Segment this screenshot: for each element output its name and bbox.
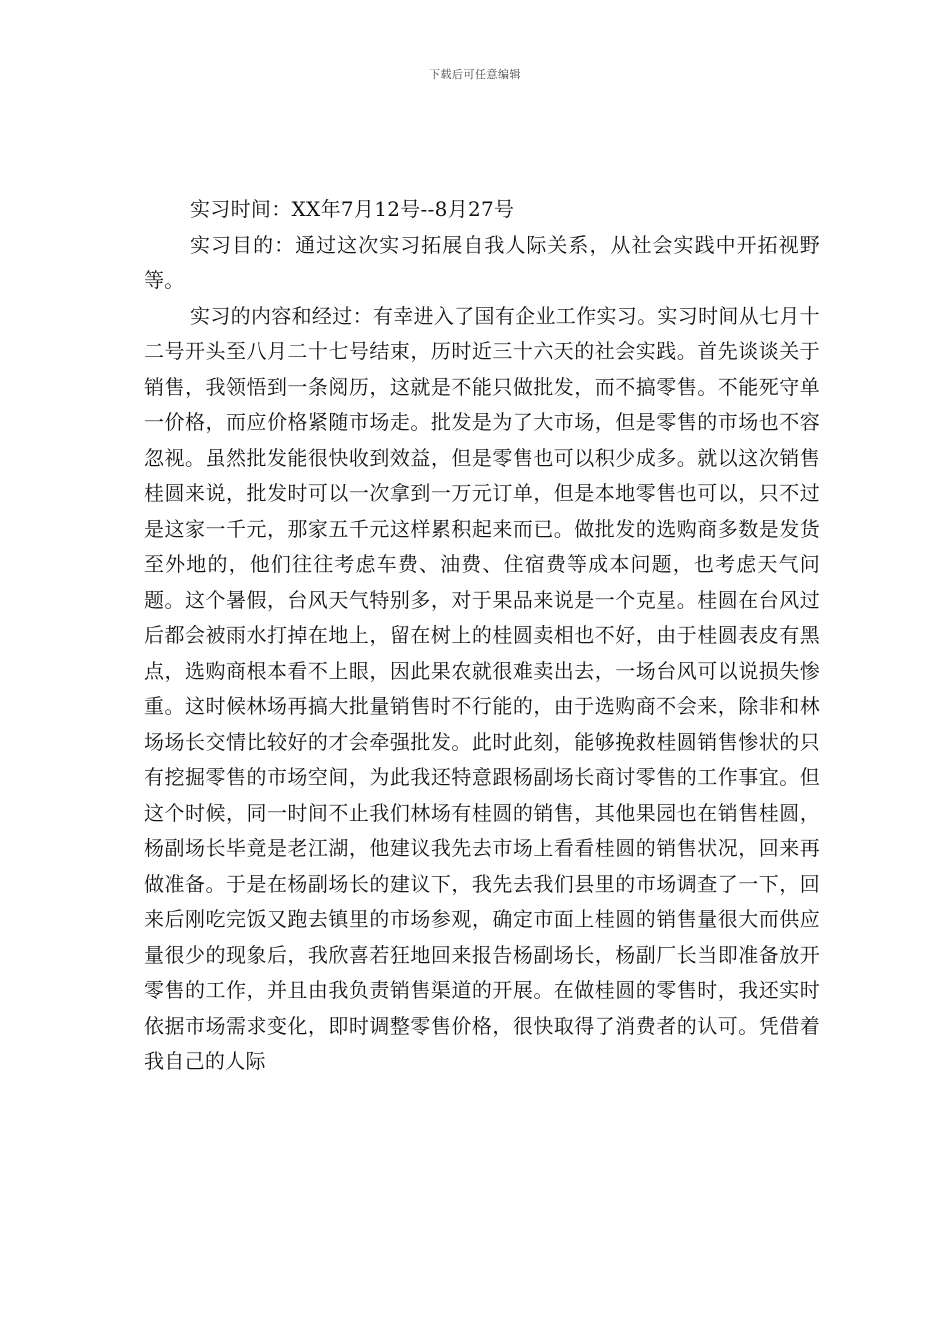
document-body [144, 192, 820, 1080]
paragraph-internship-time: 实习时间：XX年7月12号--8月27号 [190, 197, 515, 221]
paragraph-internship-purpose: 实习目的：通过这次实习拓展自我人际关系，从社会实践中开拓视野等。 [144, 232, 820, 292]
paragraph-internship-content: 实习的内容和经过：有幸进入了国有企业工作实习。实习时间从七月十二号开头至八月二十七号结束，历时近三十六天的社会实践。首先谈谈关于销售，我领悟到一条阅历，这就是不能只做批发，而不搞零售。不能死守单一价格，而应价格紧随市场走。批发是为了大市场，但是零售的市场也不容忽视。虽然批发能很快收到效益，但是零售也可以积少成多。就以这次销售桂圆来说，批发时可以一次拿到一万元订单，但是本地零售也可以，只不过是这家一千元，那家五千元这样累积起来而已。做批发的选购商多数是发货至外地的，他们往往考虑车费、油费、住宿费等成本问题，也考虑天气问题。这个暑假，台风天气特别多，对于果品来说是一个克星。桂圆在台风过后都会被雨水打掉在地上，留在树上的桂圆卖相也不好，由于桂圆表皮有黑点，选购商根本看不上眼，因此果农就很难卖出去，一场台风可以说损失惨重。这时候林场再搞大批量销售时不行能的，由于选购商不会来，除非和林场场长交情比较好的才会牵强批发。此时此刻，能够挽救桂圆销售惨状的只有挖掘零售的市场空间，为此我还特意跟杨副场长商讨零售的工作事宜。但这个时候，同一时间不止我们林场有桂圆的销售，其他果园也在销售桂圆，杨副场长毕竟是老江湖，他建议我先去市场上看看桂圆的销售状况，回来再做准备。于是在杨副场长的建议下，我先去我们县里的市场调查了一下，回来后刚吃完饭又跑去镇里的市场参观，确定市面上桂圆的销售量很大而供应量很少的现象后，我欣喜若狂地回来报告杨副场长，杨副厂长当即准备放开零售的工作，并且由我负责销售渠道的开展。在做桂圆的零售时，我还实时依据市场需求变化，即时调整零售价格，很快取得了消费者的认可。凭借着我自己的人际 [144, 303, 820, 1073]
page-header-note: 下载后可任意编辑 [429, 68, 521, 81]
